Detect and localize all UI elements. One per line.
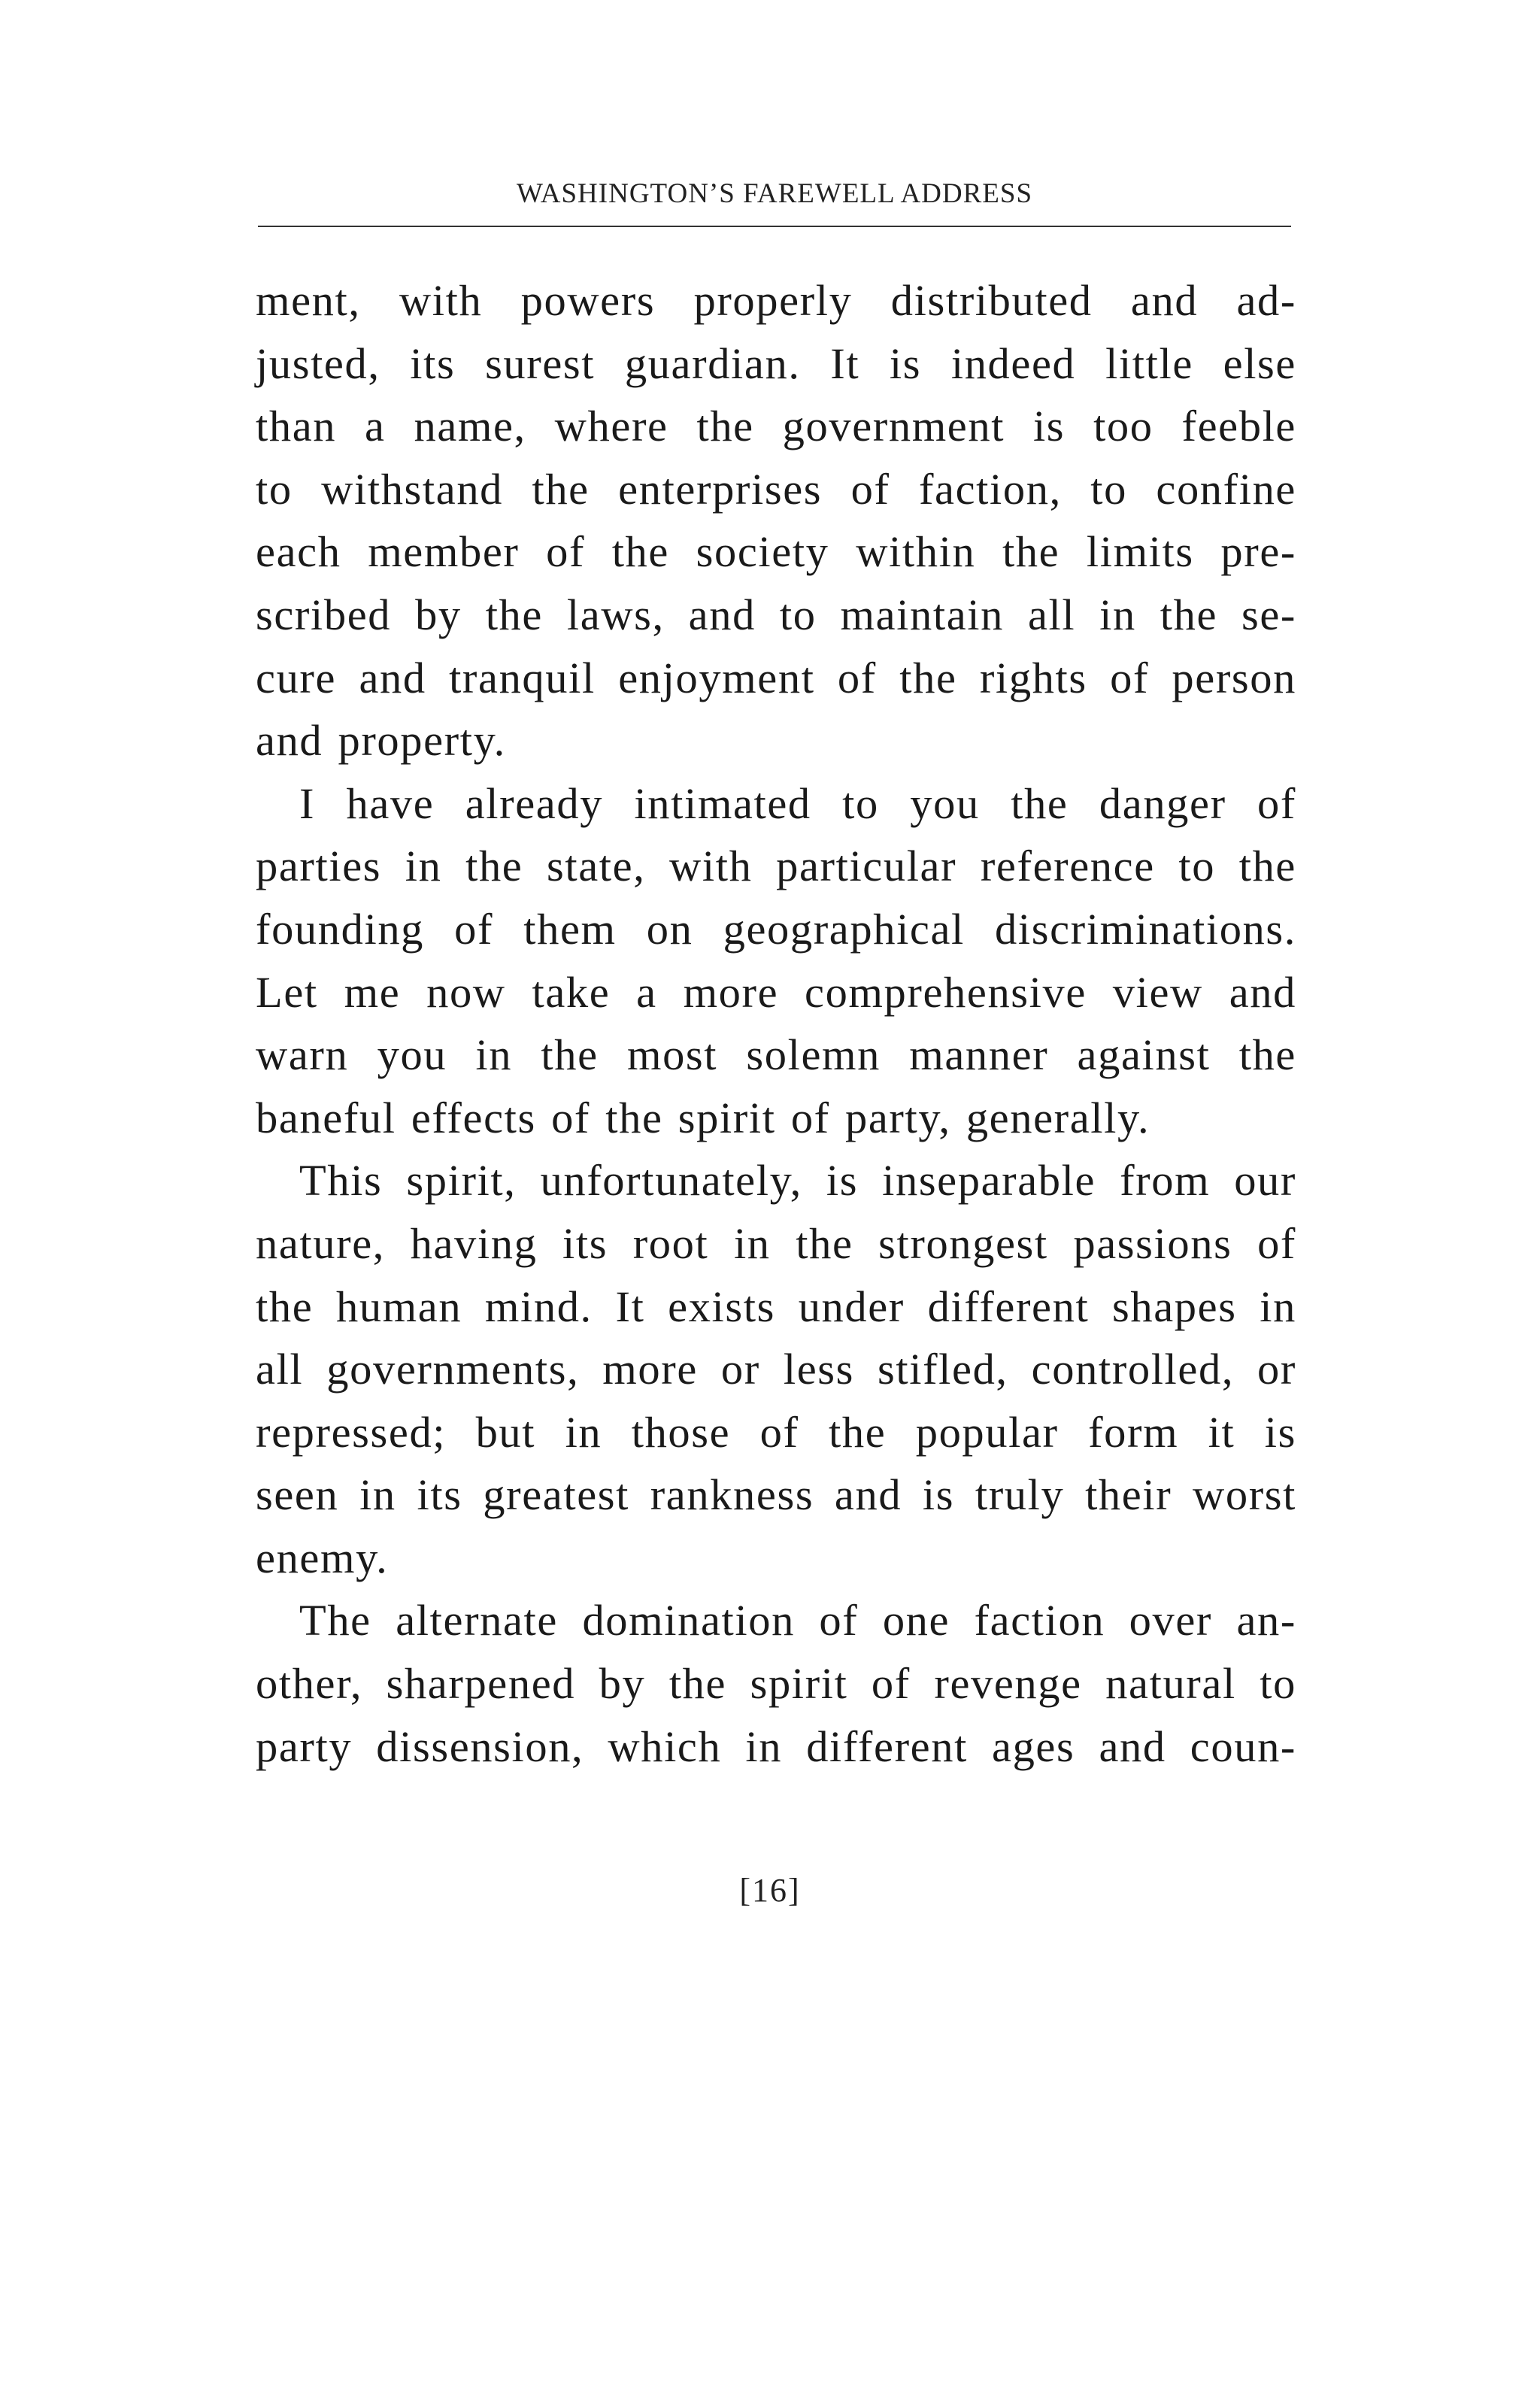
text-line: all governments, more or less stifled, controlled, or	[256, 1345, 1296, 1394]
text-line: cure and tranquil enjoyment of the rights of person	[256, 653, 1296, 702]
text-line: founding of them on geographical discriminations.	[256, 904, 1296, 954]
text-line: Let me now take a more comprehensive view and	[256, 967, 1296, 1017]
text-line: This spirit, unfortunately, is inseparable from our	[299, 1156, 1296, 1206]
page-number: [16]	[739, 1872, 801, 1909]
text-line: ment, with powers properly distributed and ad-	[256, 276, 1296, 325]
text-line: I have already intimated to you the danger of	[299, 778, 1296, 828]
paragraph	[256, 1149, 1296, 1589]
paragraph	[256, 772, 1296, 1150]
text-line: party dissension, which in different ages and coun-	[256, 1721, 1296, 1771]
paragraph	[256, 1589, 1296, 1778]
text-line: warn you in the most solemn manner against the	[256, 1030, 1296, 1080]
text-line: nature, having its root in the strongest passions of	[256, 1218, 1296, 1268]
text-line: other, sharpened by the spirit of revenge natural to	[256, 1659, 1296, 1709]
text-line: justed, its surest guardian. It is indeed little else	[256, 338, 1296, 388]
text-line: parties in the state, with particular reference to the	[256, 842, 1296, 891]
text-line: to withstand the enterprises of faction, to confine	[256, 464, 1296, 514]
text-line: than a name, where the government is too feeble	[256, 402, 1296, 451]
text-line: each member of the society within the limits pre-	[256, 527, 1296, 577]
text-line: The alternate domination of one faction over an-	[299, 1596, 1296, 1645]
body-text	[256, 269, 1296, 1778]
text-line: repressed; but in those of the popular form it is	[256, 1407, 1296, 1457]
text-line: the human mind. It exists under different shapes in	[256, 1281, 1296, 1331]
text-line: seen in its greatest rankness and is truly their worst	[256, 1470, 1296, 1520]
text-line: baneful effects of the spirit of party, generally.	[256, 1093, 1150, 1142]
running-head: WASHINGTON’S FAREWELL ADDRESS	[516, 178, 1033, 209]
header-rule	[258, 226, 1291, 227]
text-line: and property.	[256, 716, 506, 766]
text-line: enemy.	[256, 1533, 389, 1582]
text-line: scribed by the laws, and to maintain all in the se-	[256, 590, 1296, 639]
paragraph	[256, 269, 1296, 772]
